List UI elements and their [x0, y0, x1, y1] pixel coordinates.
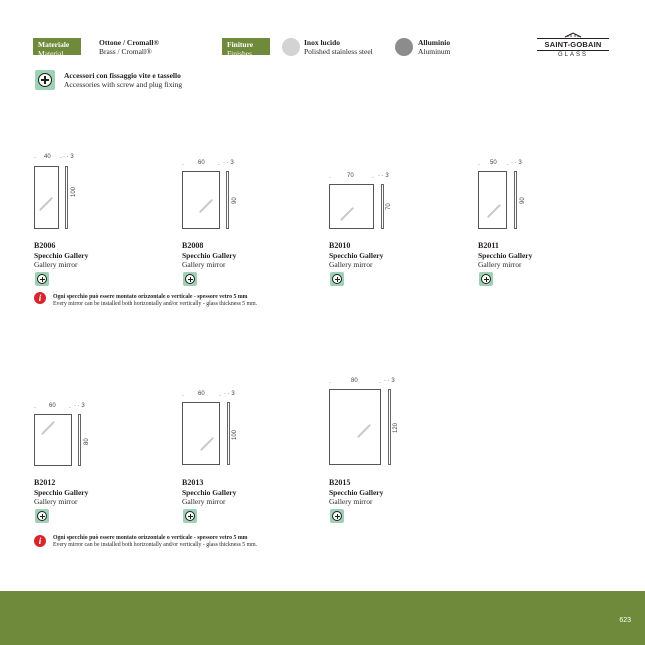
finishes-label-en: Finishes	[227, 48, 253, 58]
material-value-en: Brass / Cromall®	[99, 46, 152, 56]
finishes-label-it: Finiture	[227, 40, 254, 49]
product-code: B2008	[182, 241, 204, 250]
fixing-plus-icon	[183, 272, 197, 286]
fixing-plus-icon	[35, 272, 49, 286]
mirror-side-view	[227, 402, 230, 465]
product-name: Specchio Gallery	[182, 488, 237, 497]
product-subtitle: Gallery mirror	[478, 260, 522, 269]
material-value-it: Ottone / Cromall®	[99, 38, 160, 47]
footer-band	[0, 591, 645, 645]
mirror-drawing	[478, 171, 507, 229]
thickness-dim: · · 3	[224, 391, 235, 397]
mirror-side-view	[226, 171, 229, 229]
mirror-drawing	[182, 402, 220, 465]
mirror-drawing	[329, 184, 374, 229]
width-dim: 60	[198, 160, 205, 166]
product-subtitle: Gallery mirror	[329, 497, 373, 506]
fixing-plus-icon	[479, 272, 493, 286]
thickness-dim: · · 3	[384, 378, 395, 384]
inox-swatch	[282, 38, 300, 56]
mirror-side-view	[388, 389, 391, 465]
accessory-legend	[64, 72, 182, 89]
product-code: B2015	[329, 478, 351, 487]
fixing-plus-icon	[35, 509, 49, 523]
product-subtitle: Gallery mirror	[182, 260, 226, 269]
fixing-plus-icon	[183, 509, 197, 523]
width-dim: 70	[347, 173, 354, 179]
material-value	[99, 39, 159, 56]
product-code: B2010	[329, 241, 351, 250]
mirror-side-view	[65, 166, 68, 229]
mirror-side-view	[381, 184, 384, 229]
finish-inox-en: Polished stainless steel	[304, 46, 373, 56]
note-en: Every mirror can be installed both horizontally and/or vertically - glass thickness 5 mm.	[53, 542, 258, 548]
product-code: B2006	[34, 241, 56, 250]
mirror-side-view	[514, 171, 517, 229]
height-dim: 70	[386, 203, 392, 210]
material-label-it: Materiale	[38, 40, 70, 49]
finish-inox	[304, 39, 373, 56]
info-icon: i	[34, 292, 46, 304]
height-dim: 90	[520, 197, 526, 204]
product-subtitle: Gallery mirror	[34, 260, 78, 269]
product-name: Specchio Gallery	[329, 488, 384, 497]
thickness-dim: · · 3	[223, 160, 234, 166]
mirror-side-view	[78, 414, 81, 466]
mirror-drawing	[34, 166, 59, 229]
width-dim: 40	[44, 154, 51, 160]
product-code: B2011	[478, 241, 499, 250]
finish-aluminium-en: Aluminum	[418, 46, 451, 56]
width-dim: 50	[490, 160, 497, 166]
finish-inox-it: Inox lucido	[304, 38, 341, 47]
logo-roof-icon	[564, 32, 582, 38]
mirror-drawing	[34, 414, 72, 466]
thickness-dim: · · 3	[378, 173, 389, 179]
product-name: Specchio Gallery	[34, 251, 89, 260]
product-subtitle: Gallery mirror	[182, 497, 226, 506]
installation-note	[53, 294, 257, 308]
aluminium-swatch	[395, 38, 413, 56]
fixing-plus-icon	[330, 272, 344, 286]
note-en: Every mirror can be installed both horizontally and/or vertically - glass thickness 5 mm.	[53, 301, 258, 307]
product-name: Specchio Gallery	[182, 251, 237, 260]
width-dim: 80	[351, 378, 358, 384]
finish-aluminium-it: Alluminio	[418, 38, 451, 47]
product-name: Specchio Gallery	[478, 251, 533, 260]
logo-sub: GLASS	[557, 52, 588, 58]
fixing-plus-icon	[330, 509, 344, 523]
info-icon: i	[34, 535, 46, 547]
finishes-tag	[222, 38, 270, 58]
height-dim: 80	[84, 438, 90, 445]
logo-brand: SAINT-GOBAIN	[537, 38, 609, 51]
installation-note	[53, 535, 257, 549]
accessory-legend-en: Accessories with screw and plug fixing	[64, 79, 183, 89]
saint-gobain-logo	[537, 34, 609, 60]
product-code: B2013	[182, 478, 204, 487]
accessory-plus-icon	[35, 70, 55, 90]
product-code: B2012	[34, 478, 56, 487]
note-it: Ogni specchio può essere montato orizzontale o verticale - spessore vetro 5 mm	[53, 535, 248, 541]
height-dim: 120	[393, 422, 399, 433]
mirror-drawing	[329, 389, 381, 465]
page-number: 623	[619, 617, 631, 624]
thickness-dim: · · 3	[63, 154, 74, 160]
height-dim: 100	[71, 186, 77, 197]
accessory-legend-it: Accessori con fissaggio vite e tassello	[64, 71, 181, 80]
thickness-dim: · · 3	[511, 160, 522, 166]
width-dim: 60	[198, 391, 205, 397]
product-name: Specchio Gallery	[329, 251, 384, 260]
product-subtitle: Gallery mirror	[329, 260, 373, 269]
note-it: Ogni specchio può essere montato orizzontale o verticale - spessore vetro 5 mm	[53, 294, 248, 300]
height-dim: 100	[232, 429, 238, 440]
material-tag	[33, 38, 81, 58]
thickness-dim: · · 3	[74, 403, 85, 409]
finish-aluminium	[418, 39, 451, 56]
height-dim: 90	[232, 197, 238, 204]
width-dim: 60	[49, 403, 56, 409]
product-subtitle: Gallery mirror	[34, 497, 78, 506]
material-label-en: Material	[38, 48, 64, 58]
mirror-drawing	[182, 171, 220, 229]
product-name: Specchio Gallery	[34, 488, 89, 497]
